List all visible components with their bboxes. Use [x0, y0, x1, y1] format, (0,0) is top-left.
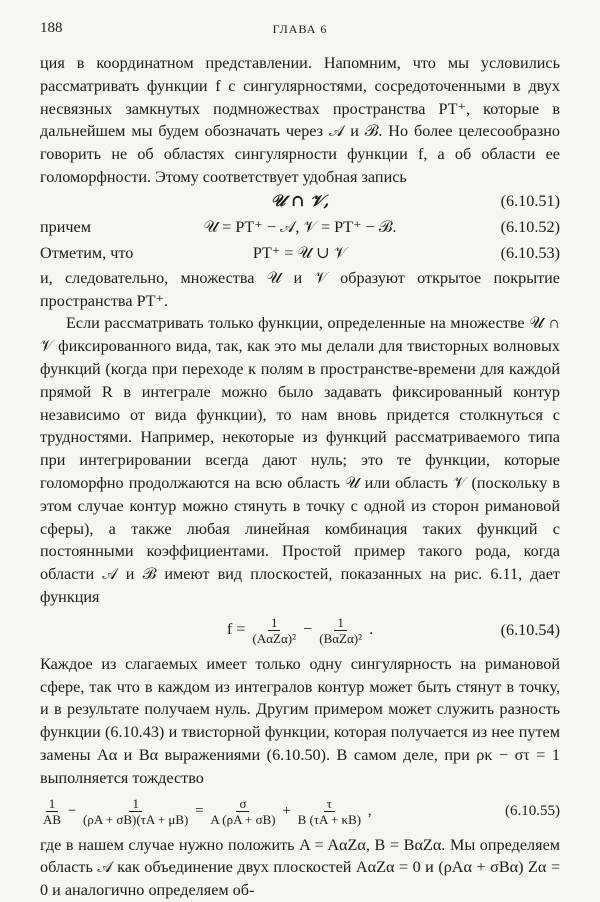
plus-sign: +: [282, 802, 291, 819]
fraction: [316, 615, 365, 646]
page-header: [40, 20, 560, 42]
equation-6-10-51: [40, 189, 560, 215]
page-number: 188: [40, 20, 63, 36]
equation-lead: причем: [40, 218, 91, 237]
equation-6-10-55: [40, 790, 560, 834]
period: .: [369, 620, 374, 639]
equation-lead: Отметим, что: [40, 244, 134, 263]
numerator: τ: [324, 796, 335, 812]
paragraph-5: где в нашем случае нужно положить A = AαZα, B = BαZα. Мы определяем область 𝒜 как объединение двух плоскостей AαZα = 0 и (ρAα + σBα) Zα = 0 и аналогично определяем об-: [40, 835, 560, 900]
denominator: (ρA + σB)(τA + μB): [83, 812, 189, 828]
paragraph-2: и, следовательно, множества 𝒰 и 𝒱 образуют открытое покрытие пространства PT⁺.: [40, 268, 560, 310]
equation-6-10-54: [40, 609, 560, 653]
equation-number: (6.10.51): [500, 192, 560, 211]
paragraph-4: Каждое из слагаемых имеет только одну сингулярность на римановой сфере, так что в каждом из интегралов контур может быть стянут в точку, и в результате получаем нуль. Другим примером может служить разность функции (6.10.43) и твисторной функции, которая получается из нее путем замены Aα и Bα выражениями (6.10.50). В самом деле, при ρκ − στ = 1 выполняется тождество: [40, 654, 560, 787]
fraction: [249, 615, 299, 646]
numerator: 1: [46, 796, 59, 812]
paragraph-3: Если рассматривать только функции, определенные на множестве 𝒰 ∩ 𝒱 фиксированного вида, так, как это мы делали для твисторных волновых функций (когда при переходе к полям в пространстве-времени для каждой прямой R в интеграле можно было задавать фиксированный контур независимо от вида функции), то нам вновь придется столкнуться с трудностями. Например, некоторые из функций рассматриваемого типа при интегрировании всегда дают нуль; это те функции, которые голоморфно продолжаются на всю область 𝒰 или область 𝒱 (поскольку в этом случае контур можно стянуть в точку с одной из сторон римановой сферы), а также любая линейная комбинация таких функций с постоянными коэффициентами. Простой пример такого рода, когда области 𝒜 и ℬ имеют вид плоскостей, показанных на рис. 6.11, дает функция: [40, 314, 560, 606]
equals-sign: =: [195, 802, 204, 819]
page-body: [40, 52, 560, 902]
paragraph-1: ция в координатном представлении. Напомним, что мы условились рассматривать функции f с сингулярностями, сосредоточенными в двух несвязных замкнутых подмножествах пространства PT⁺, которые в дальнейшем мы будем обозначать через 𝒜 и ℬ. Но более целесообразно говорить не об областях сингулярности функции f, а об области ее голоморфности. Этому соответствует удобная запись: [40, 54, 560, 186]
equation-expr: [40, 796, 470, 827]
equation-6-10-52: [40, 215, 560, 241]
denominator: AB: [43, 812, 62, 828]
equation-expr: PT⁺ = 𝒰 ∪ 𝒱: [252, 244, 348, 263]
numerator: 1: [268, 615, 281, 631]
eq-lhs: f =: [226, 620, 246, 639]
numerator: 1: [129, 796, 142, 812]
equation-number: (6.10.52): [500, 218, 560, 237]
equation-number: (6.10.55): [505, 803, 560, 820]
numerator: σ: [236, 796, 249, 812]
fraction: [80, 796, 191, 827]
equation-number: (6.10.53): [500, 244, 560, 263]
fraction: [40, 796, 64, 827]
equation-number: (6.10.54): [500, 621, 560, 640]
denominator: (BαZα)²: [319, 631, 363, 647]
equation-expr: [150, 615, 450, 646]
minus-sign: −: [67, 802, 77, 819]
denominator: A (ρA + σB): [210, 812, 276, 828]
minus-sign: −: [303, 620, 313, 639]
equation-expr: 𝒰 = PT⁺ − 𝒜, 𝒱 = PT⁺ − ℬ.: [203, 218, 397, 237]
running-head: ГЛАВА 6: [272, 22, 328, 36]
equation-expr: 𝒰 ∩ 𝒱,: [270, 191, 330, 211]
equation-6-10-53: [40, 241, 560, 267]
comma: ,: [367, 802, 372, 819]
fraction: [207, 796, 278, 827]
numerator: 1: [334, 615, 347, 631]
denominator: B (τA + κB): [297, 812, 362, 828]
fraction: [295, 796, 365, 827]
denominator: (AαZα)²: [252, 631, 296, 647]
